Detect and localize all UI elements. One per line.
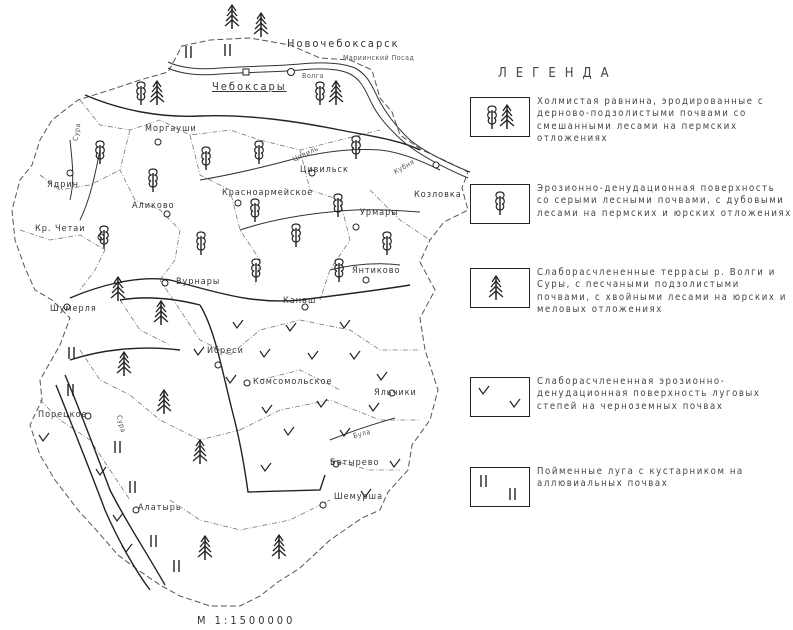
landscape-boundaries: [56, 95, 420, 590]
legend-swatch-meadow: [470, 467, 530, 507]
legend-text-steppe: Слаборасчлененная эрозионно-денудационная поверхность луговых степей на черноземных почвах: [537, 376, 761, 412]
legend-swatch-conifer-forest: [470, 268, 530, 308]
label-river-bula: Була: [352, 427, 372, 441]
label-yadrin: Ядрин: [47, 180, 79, 190]
label-batyrevo: Батырево: [330, 458, 380, 468]
label-shemursha: Шемурша: [334, 492, 384, 502]
label-river-sura-south: Сура: [114, 414, 128, 434]
label-novocheboksarsk: Новочебоксарск: [287, 37, 400, 50]
label-urmary: Урмары: [360, 208, 399, 218]
legend-swatch-deciduous-forest: [470, 184, 530, 224]
label-krasnoarmeyskoe: Красноармейское: [222, 188, 314, 198]
label-vurnary: Вурнары: [176, 277, 221, 287]
mixed-forest-icon: [471, 98, 529, 136]
label-shumerlya: Шумерля: [50, 304, 97, 314]
label-morgaushi: Моргауши: [145, 124, 197, 134]
label-kr-chetai: Кр. Четаи: [35, 224, 86, 234]
legend-text-deciduous-forest: Эрозионно-денудационная поверхность со серыми лесными почвами, с дубовыми лесами на пермских и юрских отложениях: [537, 183, 792, 219]
legend-title: ЛЕГЕНДА: [498, 66, 618, 81]
deciduous-forest-icon: [471, 185, 529, 223]
label-kanash: Канаш: [283, 296, 317, 306]
label-cheboksary: Чебоксары: [212, 80, 287, 93]
map-scale: М 1:1500000: [197, 614, 296, 627]
legend-text-conifer-forest: Слаборасчлененные террасы р. Волги и Суры, с песчаными подзолистыми почвами, с хвойными лесами на юрских и меловых отложениях: [537, 267, 787, 316]
legend-text-meadow: Пойменные луга с кустарником на аллювиальных почвах: [537, 466, 744, 490]
steppe-icon: [471, 378, 529, 416]
meadow-icon: [471, 468, 529, 506]
label-alikovo: Аликово: [132, 201, 175, 211]
label-tsivilsk: Цивильск: [300, 165, 349, 175]
legend-swatch-steppe: [470, 377, 530, 417]
label-poretskoe: Порецкое: [38, 410, 88, 420]
label-alatyr: Алатырь: [138, 503, 182, 513]
legend-swatch-mixed-forest: [470, 97, 530, 137]
label-ibresi: Ибреси: [207, 346, 244, 356]
label-river-sura: Сура: [71, 122, 83, 142]
label-mariinsky-posad: Мариинский Посад: [343, 54, 415, 62]
label-kozlovka: Козловка: [414, 190, 462, 200]
label-yalchiki: Яльчики: [374, 388, 417, 398]
conifer-forest-icon: [471, 269, 529, 307]
legend-text-mixed-forest: Холмистая равнина, эродированные с дерново-подзолистыми почвами со смешанными лесами на пермских отложениях: [537, 96, 765, 145]
label-yantikovo: Янтиково: [352, 266, 401, 276]
label-river-tsivil: Цивиль: [291, 144, 320, 164]
label-river-kubnya: Кубня: [392, 157, 416, 177]
label-komsomolskoe: Комсомольское: [253, 377, 333, 387]
label-river-volga: Волга: [302, 72, 324, 80]
